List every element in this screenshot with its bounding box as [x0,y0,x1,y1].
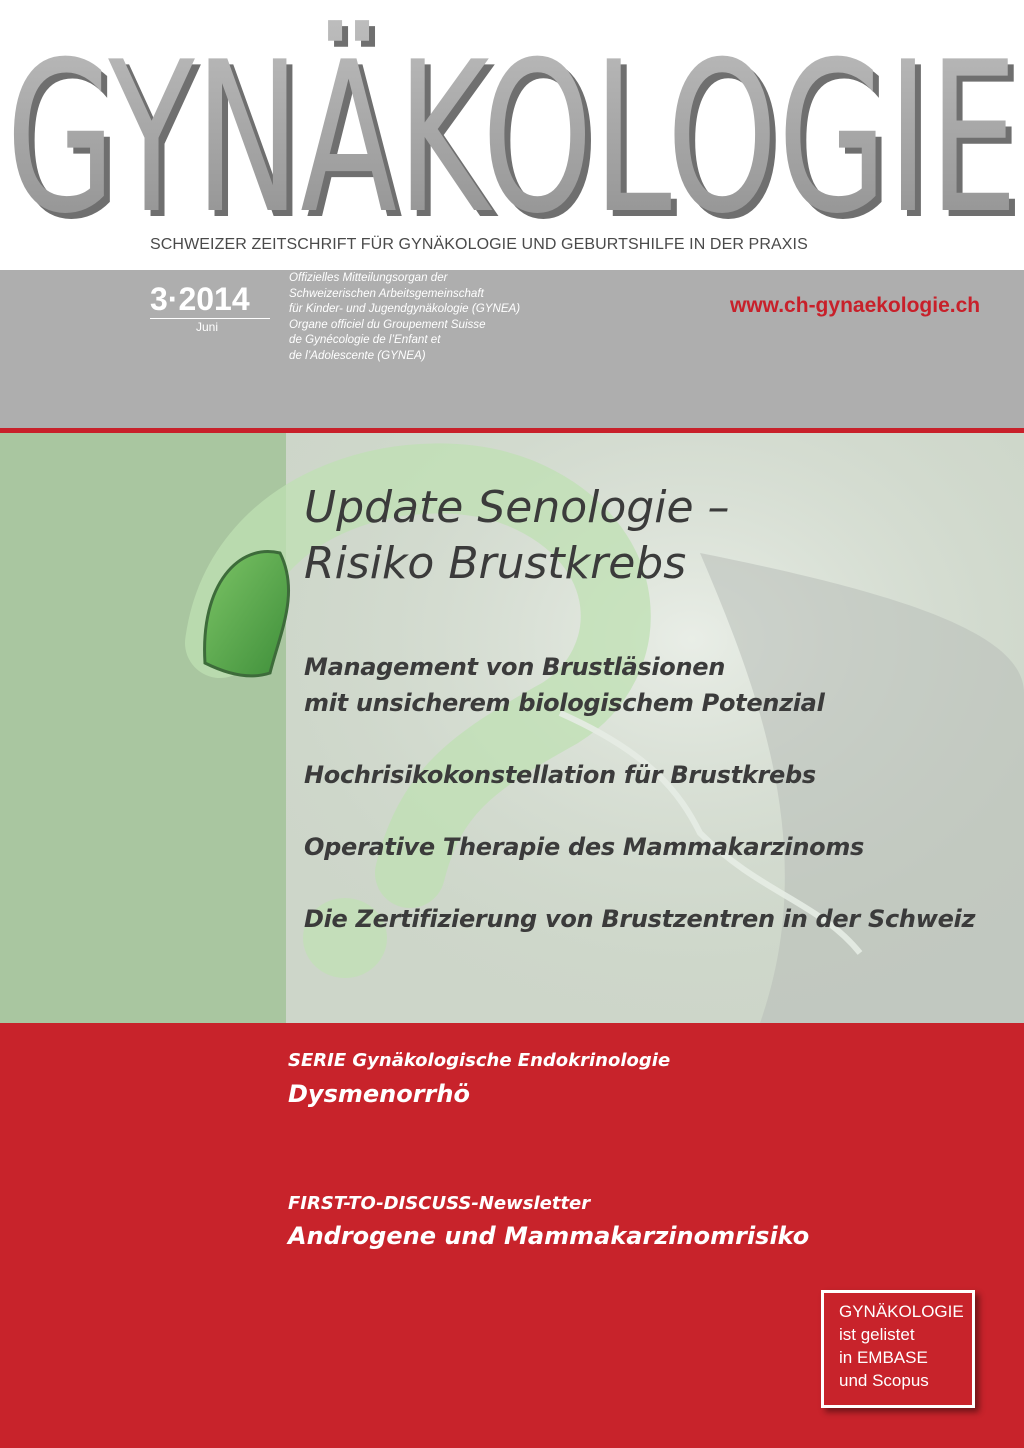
feature-title-line2: Risiko Brustkrebs [304,538,687,589]
feature-title-line1: Update Senologie – [304,482,730,533]
series-label: SERIE Gynäkologische Endokrinologie [288,1050,671,1071]
masthead [0,0,1024,270]
feature-topic: Operative Therapie des Mammakarzinoms [304,833,865,861]
official-line: de l’Adolescente (GYNEA) [289,348,426,362]
website-link[interactable]: www.ch-gynaekologie.ch [730,294,981,317]
newsletter-title: Androgene und Mammakarzinomrisiko [288,1222,810,1250]
issue-number: 3·2014 [150,281,250,317]
magazine-subtitle: SCHWEIZER ZEITSCHRIFT FÜR GYNÄKOLOGIE UND GEBURTSHILFE IN DER PRAXIS [150,236,808,253]
issue-divider [150,318,270,319]
magazine-title-text: GYNÄKOLOGIE [6,18,1018,240]
magazine-title-shadow: GYNÄKOLOGIE [12,24,1024,240]
issue-month: Juni [196,320,219,334]
feature-topic: Die Zertifizierung von Brustzentren in der Schweiz [304,905,976,933]
badge-line: und Scopus [839,1371,929,1390]
official-organ-note [289,270,520,364]
badge-line: ist gelistet [839,1325,915,1344]
feature-topic: Management von Brustläsionen [304,653,726,681]
official-line: Schweizerischen Arbeitsgemeinschaft [289,286,484,300]
series-title: Dysmenorrhö [288,1080,470,1108]
official-line: Organe officiel du Groupement Suisse [289,317,486,331]
badge-line: GYNÄKOLOGIE [839,1302,964,1321]
official-line: für Kinder- und Jugendgynäkologie (GYNEA) [289,302,521,316]
magazine-title [6,0,1024,240]
feature-topic: mit unsicherem biologischem Potenzial [304,689,825,717]
badge-line: in EMBASE [839,1348,928,1367]
newsletter-label: FIRST-TO-DISCUSS-Newsletter [288,1193,591,1214]
feature-topic: Hochrisikokonstellation für Brustkrebs [304,761,816,789]
official-line: de Gynécologie de l’Enfant et [289,333,441,347]
indexing-badge [821,1290,975,1408]
official-line: Offizielles Mitteilungsorgan der [289,271,448,284]
